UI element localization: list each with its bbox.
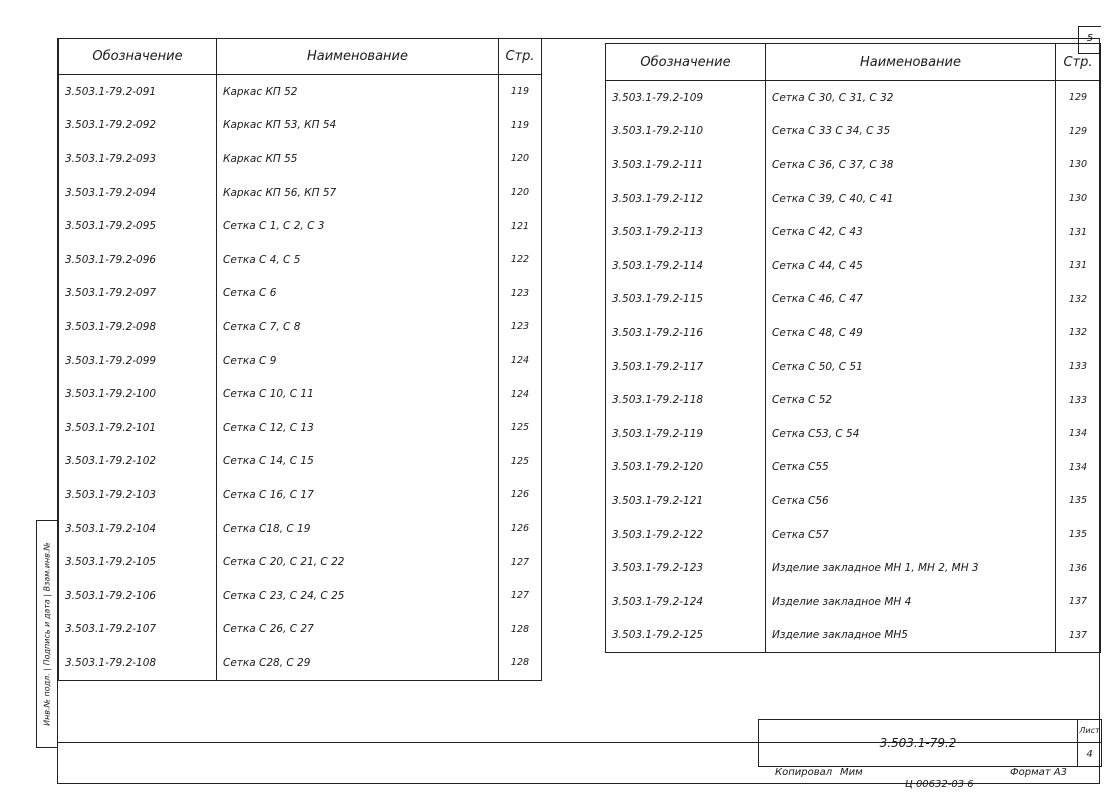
row-page: 128 bbox=[499, 646, 542, 680]
row-name: Изделие закладное МН 1, МН 2, МН 3 bbox=[766, 551, 1056, 585]
table-row bbox=[606, 283, 1101, 317]
row-name: Сетка С56 bbox=[766, 484, 1056, 518]
table-row bbox=[606, 215, 1101, 249]
row-designation: 3.503.1-79.2-107 bbox=[59, 613, 217, 647]
table-row bbox=[59, 109, 542, 143]
row-page: 124 bbox=[499, 377, 542, 411]
row-name: Сетка С 46, С 47 bbox=[766, 283, 1056, 317]
table-row bbox=[606, 619, 1101, 653]
table-row bbox=[606, 518, 1101, 552]
row-name: Сетка С 50, С 51 bbox=[766, 350, 1056, 384]
table-row bbox=[606, 417, 1101, 451]
table-row bbox=[59, 445, 542, 479]
row-name: Сетка С 23, С 24, С 25 bbox=[217, 579, 499, 613]
title-block-code: 3.503.1-79.2 bbox=[759, 720, 1078, 766]
table-row bbox=[59, 344, 542, 378]
row-designation: 3.503.1-79.2-100 bbox=[59, 377, 217, 411]
table-row bbox=[606, 451, 1101, 485]
row-designation: 3.503.1-79.2-091 bbox=[59, 75, 217, 109]
table-row bbox=[606, 316, 1101, 350]
row-page: 131 bbox=[1056, 249, 1101, 283]
row-name: Сетка С 26, С 27 bbox=[217, 613, 499, 647]
row-designation: 3.503.1-79.2-108 bbox=[59, 646, 217, 680]
row-page: 123 bbox=[499, 310, 542, 344]
row-designation: 3.503.1-79.2-095 bbox=[59, 209, 217, 243]
table-row bbox=[606, 182, 1101, 216]
row-name: Сетка С 14, С 15 bbox=[217, 445, 499, 479]
row-designation: 3.503.1-79.2-103 bbox=[59, 478, 217, 512]
row-page: 135 bbox=[1056, 484, 1101, 518]
row-name: Сетка С53, С 54 bbox=[766, 417, 1056, 451]
row-name: Сетка С 30, С 31, С 32 bbox=[766, 81, 1056, 115]
row-name: Сетка С 39, С 40, С 41 bbox=[766, 182, 1056, 216]
row-page: 129 bbox=[1056, 115, 1101, 149]
copied-signature: Мим bbox=[840, 767, 863, 778]
row-page: 119 bbox=[499, 109, 542, 143]
row-page: 127 bbox=[499, 545, 542, 579]
row-name: Сетка С 9 bbox=[217, 344, 499, 378]
row-page: 132 bbox=[1056, 283, 1101, 317]
row-page: 121 bbox=[499, 209, 542, 243]
row-designation: 3.503.1-79.2-098 bbox=[59, 310, 217, 344]
list-label: Лист bbox=[1078, 720, 1101, 743]
row-page: 119 bbox=[499, 75, 542, 109]
table-row bbox=[59, 209, 542, 243]
table-row bbox=[59, 310, 542, 344]
table-row bbox=[59, 478, 542, 512]
row-designation: 3.503.1-79.2-104 bbox=[59, 512, 217, 546]
row-designation: 3.503.1-79.2-119 bbox=[606, 417, 766, 451]
table-row bbox=[606, 115, 1101, 149]
row-designation: 3.503.1-79.2-105 bbox=[59, 545, 217, 579]
row-name: Изделие закладное МН 4 bbox=[766, 585, 1056, 619]
row-designation: 3.503.1-79.2-122 bbox=[606, 518, 766, 552]
row-name: Сетка С 33 С 34, С 35 bbox=[766, 115, 1056, 149]
table-row bbox=[606, 81, 1101, 115]
row-page: 133 bbox=[1056, 383, 1101, 417]
row-designation: 3.503.1-79.2-093 bbox=[59, 142, 217, 176]
row-name: Сетка С 10, С 11 bbox=[217, 377, 499, 411]
row-designation: 3.503.1-79.2-113 bbox=[606, 215, 766, 249]
table-row bbox=[59, 176, 542, 210]
row-name: Сетка С 7, С 8 bbox=[217, 310, 499, 344]
row-page: 122 bbox=[499, 243, 542, 277]
row-page: 133 bbox=[1056, 350, 1101, 384]
row-designation: 3.503.1-79.2-111 bbox=[606, 148, 766, 182]
table-row bbox=[59, 545, 542, 579]
row-page: 137 bbox=[1056, 619, 1101, 653]
row-designation: 3.503.1-79.2-114 bbox=[606, 249, 766, 283]
header-name: Наименование bbox=[766, 44, 1056, 81]
row-name: Каркас КП 56, КП 57 bbox=[217, 176, 499, 210]
side-strip bbox=[36, 520, 58, 748]
spec-table-left bbox=[58, 38, 542, 681]
row-designation: 3.503.1-79.2-115 bbox=[606, 283, 766, 317]
row-page: 131 bbox=[1056, 215, 1101, 249]
table-row bbox=[59, 579, 542, 613]
table-row bbox=[606, 484, 1101, 518]
table-row bbox=[606, 383, 1101, 417]
row-name: Сетка С 44, С 45 bbox=[766, 249, 1056, 283]
row-name: Сетка С 20, С 21, С 22 bbox=[217, 545, 499, 579]
row-designation: 3.503.1-79.2-106 bbox=[59, 579, 217, 613]
table-row bbox=[59, 142, 542, 176]
table-row bbox=[606, 350, 1101, 384]
row-name: Изделие закладное МН5 bbox=[766, 619, 1056, 653]
header-page: Стр. bbox=[499, 38, 542, 75]
header-name: Наименование bbox=[217, 38, 499, 75]
row-name: Сетка С 6 bbox=[217, 277, 499, 311]
table-row bbox=[606, 249, 1101, 283]
spec-table-right bbox=[605, 43, 1101, 653]
row-designation: 3.503.1-79.2-125 bbox=[606, 619, 766, 653]
row-page: 134 bbox=[1056, 417, 1101, 451]
row-name: Сетка С 42, С 43 bbox=[766, 215, 1056, 249]
row-name: Сетка С18, С 19 bbox=[217, 512, 499, 546]
row-name: Сетка С28, С 29 bbox=[217, 646, 499, 680]
row-designation: 3.503.1-79.2-094 bbox=[59, 176, 217, 210]
row-designation: 3.503.1-79.2-124 bbox=[606, 585, 766, 619]
row-page: 128 bbox=[499, 613, 542, 647]
row-page: 135 bbox=[1056, 518, 1101, 552]
table-row bbox=[59, 512, 542, 546]
row-designation: 3.503.1-79.2-099 bbox=[59, 344, 217, 378]
row-name: Сетка С57 bbox=[766, 518, 1056, 552]
header-page: Стр. bbox=[1056, 44, 1101, 81]
row-designation: 3.503.1-79.2-092 bbox=[59, 109, 217, 143]
row-page: 126 bbox=[499, 478, 542, 512]
row-name: Каркас КП 52 bbox=[217, 75, 499, 109]
table-row bbox=[59, 411, 542, 445]
title-block bbox=[758, 719, 1102, 767]
row-page: 130 bbox=[1056, 182, 1101, 216]
row-page: 120 bbox=[499, 142, 542, 176]
row-designation: 3.503.1-79.2-101 bbox=[59, 411, 217, 445]
list-number: 4 bbox=[1086, 749, 1093, 760]
row-name: Каркас КП 55 bbox=[217, 142, 499, 176]
row-name: Сетка С 4, С 5 bbox=[217, 243, 499, 277]
table-row bbox=[59, 75, 542, 109]
row-name: Сетка С 48, С 49 bbox=[766, 316, 1056, 350]
row-name: Сетка С 36, С 37, С 38 bbox=[766, 148, 1056, 182]
side-strip-text: Инв.№ подл. | Подпись и дата | Взам.инв.№ bbox=[42, 542, 52, 726]
table-row bbox=[606, 148, 1101, 182]
row-page: 125 bbox=[499, 411, 542, 445]
copied-label: Копировал bbox=[775, 767, 833, 778]
header-designation: Обозначение bbox=[606, 44, 766, 81]
table-row bbox=[59, 277, 542, 311]
row-page: 126 bbox=[499, 512, 542, 546]
sheet-number: 5 bbox=[1078, 26, 1101, 54]
table-row bbox=[59, 243, 542, 277]
row-name: Каркас КП 53, КП 54 bbox=[217, 109, 499, 143]
row-designation: 3.503.1-79.2-118 bbox=[606, 383, 766, 417]
row-page: 129 bbox=[1056, 81, 1101, 115]
table-row bbox=[606, 585, 1101, 619]
row-designation: 3.503.1-79.2-123 bbox=[606, 551, 766, 585]
row-designation: 3.503.1-79.2-110 bbox=[606, 115, 766, 149]
table-row bbox=[59, 613, 542, 647]
row-name: Сетка С55 bbox=[766, 451, 1056, 485]
row-designation: 3.503.1-79.2-120 bbox=[606, 451, 766, 485]
row-page: 124 bbox=[499, 344, 542, 378]
row-designation: 3.503.1-79.2-117 bbox=[606, 350, 766, 384]
row-designation: 3.503.1-79.2-097 bbox=[59, 277, 217, 311]
row-designation: 3.503.1-79.2-109 bbox=[606, 81, 766, 115]
row-page: 137 bbox=[1056, 585, 1101, 619]
archive-number: Ц 00632-03 6 bbox=[905, 779, 974, 790]
table-row bbox=[59, 646, 542, 680]
row-designation: 3.503.1-79.2-102 bbox=[59, 445, 217, 479]
row-name: Сетка С 1, С 2, С 3 bbox=[217, 209, 499, 243]
row-page: 134 bbox=[1056, 451, 1101, 485]
row-page: 127 bbox=[499, 579, 542, 613]
table-row bbox=[59, 377, 542, 411]
row-page: 130 bbox=[1056, 148, 1101, 182]
row-page: 120 bbox=[499, 176, 542, 210]
row-designation: 3.503.1-79.2-116 bbox=[606, 316, 766, 350]
row-designation: 3.503.1-79.2-121 bbox=[606, 484, 766, 518]
row-name: Сетка С 52 bbox=[766, 383, 1056, 417]
row-page: 125 bbox=[499, 445, 542, 479]
row-page: 132 bbox=[1056, 316, 1101, 350]
row-name: Сетка С 16, С 17 bbox=[217, 478, 499, 512]
row-page: 136 bbox=[1056, 551, 1101, 585]
header-designation: Обозначение bbox=[59, 38, 217, 75]
row-page: 123 bbox=[499, 277, 542, 311]
row-name: Сетка С 12, С 13 bbox=[217, 411, 499, 445]
row-designation: 3.503.1-79.2-112 bbox=[606, 182, 766, 216]
row-designation: 3.503.1-79.2-096 bbox=[59, 243, 217, 277]
table-row bbox=[606, 551, 1101, 585]
format-label: Формат А3 bbox=[1010, 767, 1067, 778]
